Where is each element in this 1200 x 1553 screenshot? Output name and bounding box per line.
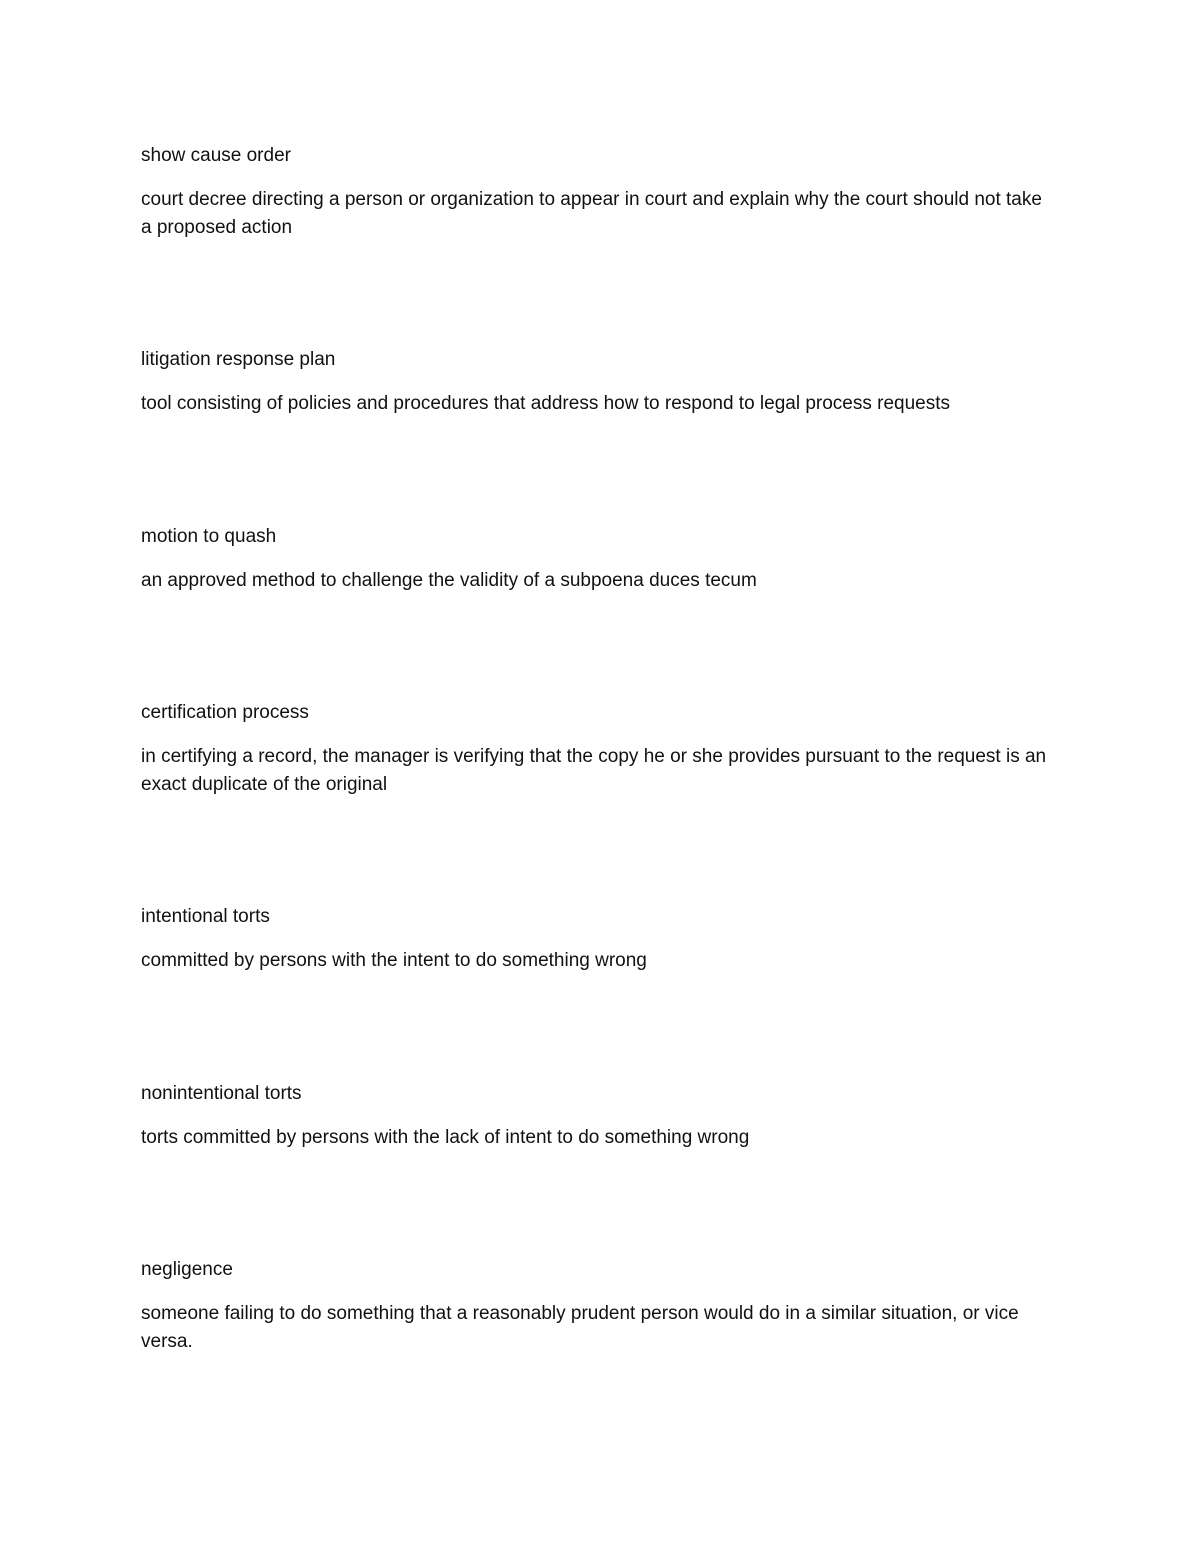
entry-term: motion to quash [141, 526, 277, 547]
glossary-entry [141, 1256, 1051, 1356]
entry-definition: an approved method to challenge the validity of a subpoena duces tecum [141, 570, 757, 591]
entry-definition: tool consisting of policies and procedures that address how to respond to legal process requests [141, 393, 951, 414]
entry-definition: someone failing to do something that a reasonably prudent person would do in a similar situation, or vice versa. [141, 1303, 1019, 1352]
entry-definition: committed by persons with the intent to do something wrong [141, 950, 647, 971]
entry-term: show cause order [141, 145, 291, 166]
glossary-entry [141, 903, 1051, 975]
entry-definition: torts committed by persons with the lack of intent to do something wrong [141, 1127, 750, 1148]
entry-term: intentional torts [141, 906, 270, 927]
entry-term: certification process [141, 702, 309, 723]
entry-term: nonintentional torts [141, 1083, 302, 1104]
entry-definition: in certifying a record, the manager is verifying that the copy he or she provides pursuant to the request is an exact duplicate of the original [141, 746, 1047, 795]
glossary-entry [141, 1080, 1051, 1152]
glossary-entry [141, 699, 1051, 799]
glossary-entry [141, 523, 1051, 595]
entry-term: negligence [141, 1259, 233, 1280]
glossary-entry [141, 142, 1051, 242]
entry-definition: court decree directing a person or organization to appear in court and explain why the court should not take a proposed action [141, 189, 1042, 238]
entry-term: litigation response plan [141, 349, 336, 370]
glossary-entry [141, 346, 1051, 418]
